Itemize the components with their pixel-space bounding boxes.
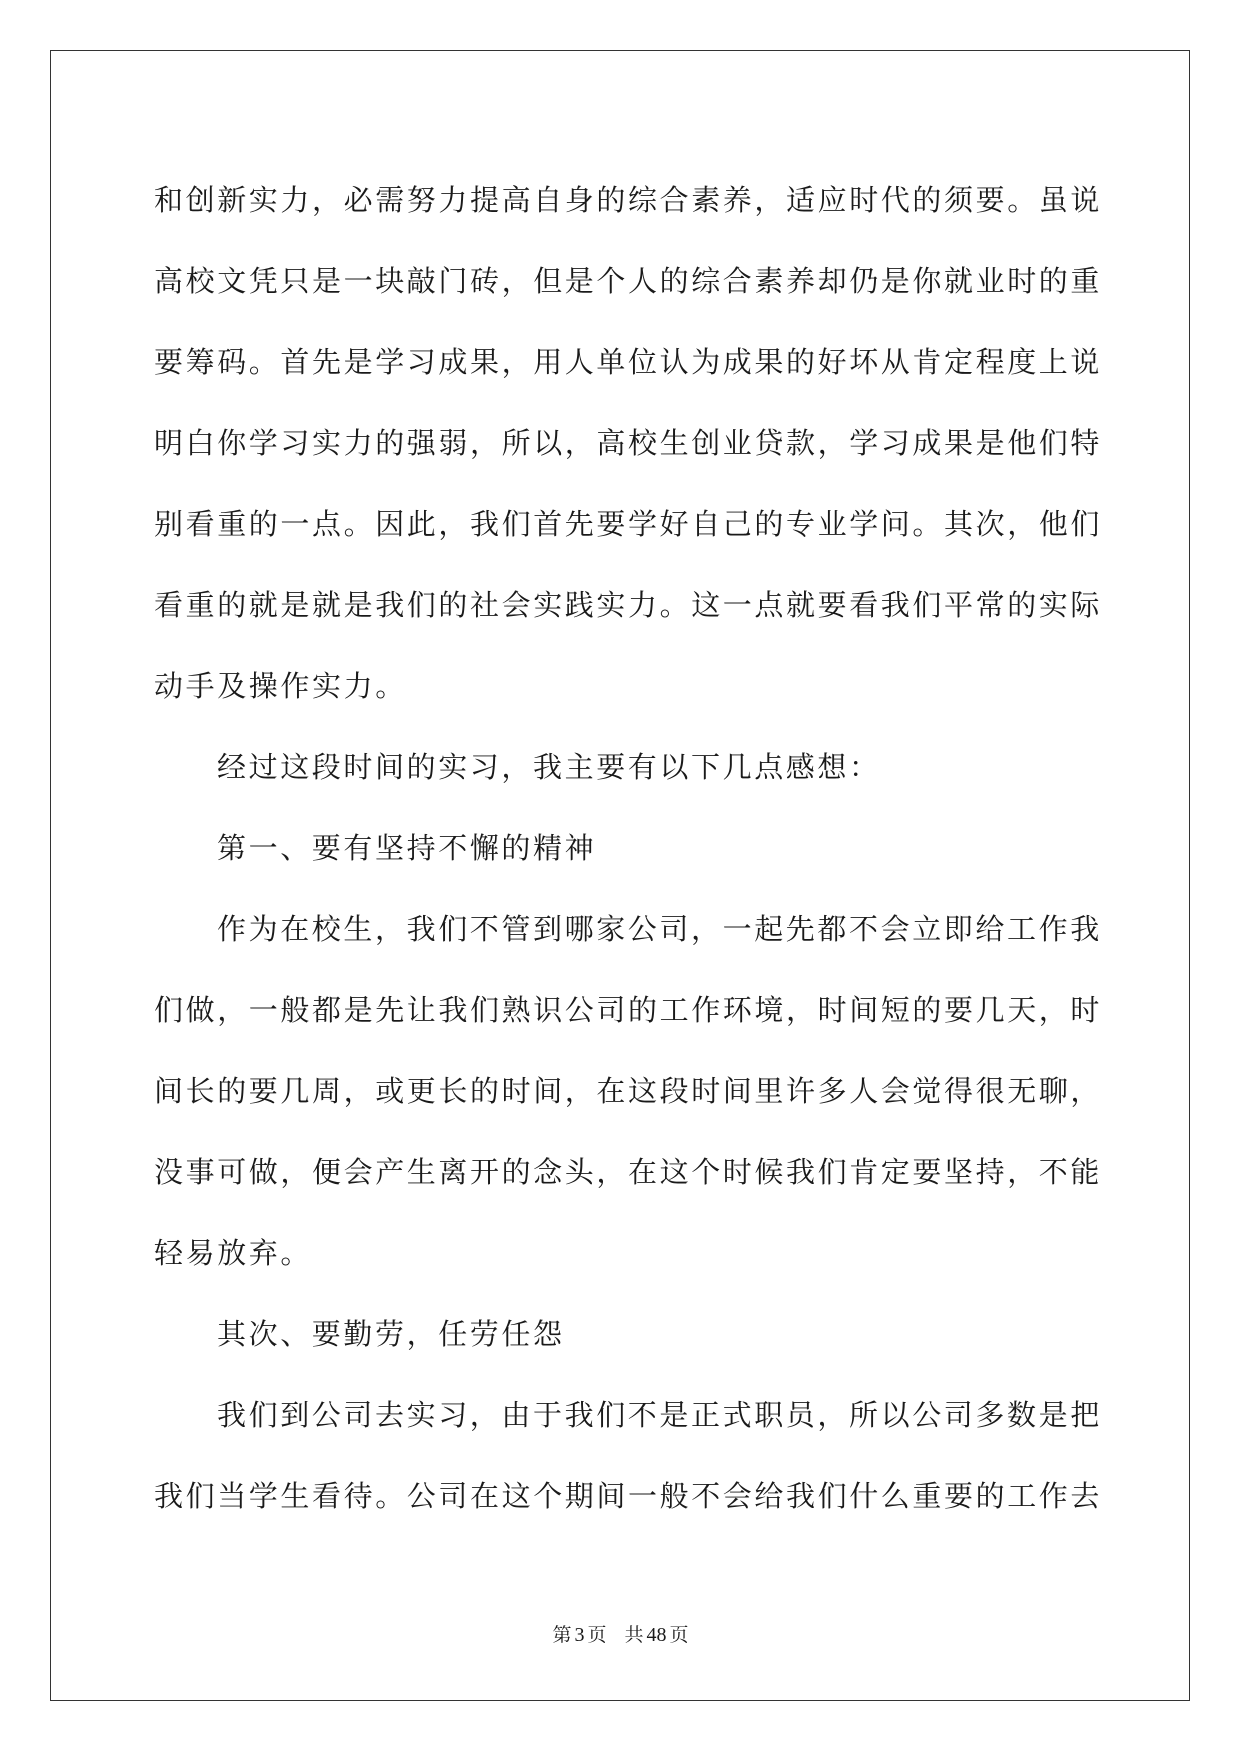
- paragraph-start: 作为在校生，我们不管到哪家公司，一起先都不会立即给工作我: [217, 912, 1102, 946]
- text-line: 别看重的一点。因此，我们首先要学好自己的专业学问。其次，他们: [154, 507, 1103, 541]
- total-prefix: 共: [624, 1624, 644, 1646]
- text-line: 们做，一般都是先让我们熟识公司的工作环境，时间短的要几天，时: [154, 993, 1103, 1027]
- total-suffix: 页: [669, 1624, 689, 1646]
- text-line: 间长的要几周，或更长的时间，在这段时间里许多人会觉得很无聊，: [154, 1074, 1103, 1108]
- text-line: 要筹码。首先是学习成果，用人单位认为成果的好坏从肯定程度上说: [154, 345, 1103, 379]
- page-number: 3: [574, 1624, 585, 1646]
- text-line: 没事可做，便会产生离开的念头，在这个时候我们肯定要坚持，不能: [154, 1155, 1103, 1189]
- text-line: 动手及操作实力。: [154, 669, 407, 703]
- text-line: 我们当学生看待。公司在这个期间一般不会给我们什么重要的工作去: [154, 1479, 1103, 1513]
- text-line: 和创新实力，必需努力提高自身的综合素养，适应时代的须要。虽说: [154, 183, 1103, 217]
- text-line: 高校文凭只是一块敲门砖，但是个人的综合素养却仍是你就业时的重: [154, 264, 1103, 298]
- total-pages: 48: [646, 1624, 667, 1646]
- document-body: [154, 160, 1103, 1537]
- text-line: 明白你学习实力的强弱，所以，高校生创业贷款，学习成果是他们特: [154, 426, 1103, 460]
- section-heading: 第一、要有坚持不懈的精神: [217, 831, 597, 865]
- page-footer: [0, 1620, 1241, 1647]
- section-heading: 其次、要勤劳，任劳任怨: [217, 1317, 565, 1351]
- page-suffix: 页: [587, 1624, 607, 1646]
- paragraph-start: 我们到公司去实习，由于我们不是正式职员，所以公司多数是把: [217, 1398, 1102, 1432]
- page-prefix: 第: [552, 1624, 572, 1646]
- paragraph-start: 经过这段时间的实习，我主要有以下几点感想：: [217, 750, 881, 784]
- text-line: 看重的就是就是我们的社会实践实力。这一点就要看我们平常的实际: [154, 588, 1103, 622]
- text-line: 轻易放弃。: [154, 1236, 313, 1270]
